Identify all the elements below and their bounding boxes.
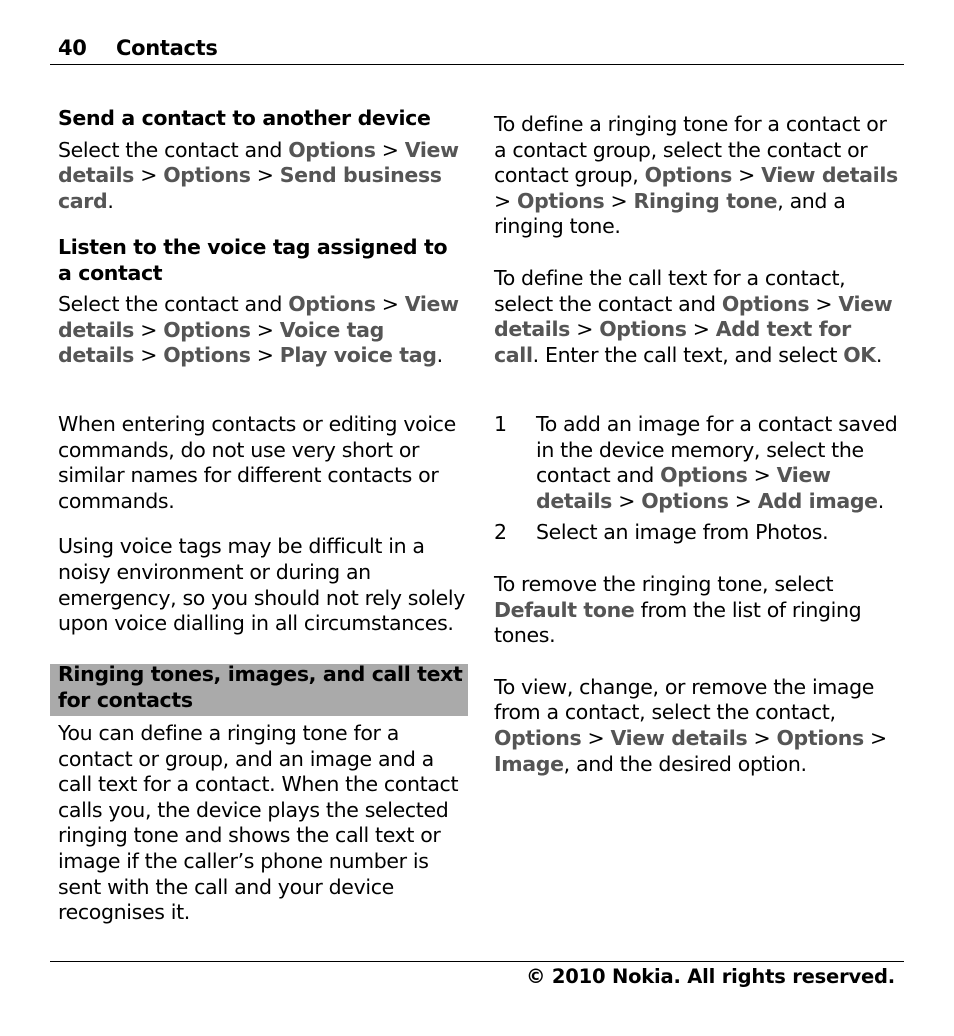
listen-voice-tag-body: Select the contact and Options > View details > Options > Voice tag details > Options > Play voice tag. [58, 292, 459, 368]
send-contact-body: Select the contact and Options > View details > Options > Send business card. [58, 137, 459, 213]
define-ringing-tone: To define a ringing tone for a contact or a contact group, select the contact or contact group, Options > View details > Options > Ringing tone, and a ringing tone. [494, 112, 898, 239]
section-title: Contacts [116, 36, 218, 60]
page-footer [50, 961, 904, 988]
left-column-listen [58, 235, 466, 369]
remove-ringing-tone: To remove the ringing tone, select Default tone from the list of ringing tones. [494, 571, 862, 648]
page-number: 40 [58, 36, 87, 60]
listen-voice-tag-heading: Listen to the voice tag assigned to a contact [58, 235, 448, 285]
list-item [494, 412, 902, 514]
page-header [50, 36, 904, 65]
copyright: © 2010 Nokia. All rights reserved. [526, 965, 895, 988]
step-text: To add an image for a contact saved in the device memory, select the contact and Options > View details > Options > Add image. [536, 412, 898, 513]
list-item [494, 520, 902, 546]
step-number: 1 [494, 412, 507, 436]
step-text: Select an image from Photos. [536, 520, 829, 545]
step-number: 2 [494, 520, 507, 545]
left-column [58, 106, 466, 214]
voice-tag-note: When entering contacts or editing voice commands, do not use very short or similar names for different contacts or commands. [58, 412, 456, 513]
ringing-tones-description: You can define a ringing tone for a contact or group, and an image and a call text for a contact. When the contact calls you, the device plays the selected ringing tone and shows the call text or image if the caller’s phone number is sent with the call and your device recognises it. [58, 721, 459, 925]
image-steps-list [494, 412, 902, 777]
view-image: To view, change, or remove the image from a contact, select the contact, Options > View details > Options > Image, and the desired option. [494, 674, 887, 776]
right-column [494, 112, 902, 368]
define-call-text: To define the call text for a contact, select the contact and Options > View details > Options > Add text for call. Enter the call text, and select OK. [494, 265, 893, 367]
voice-tag-warning: Using voice tags may be difficult in a noisy environment or during an emergency, so you should not rely solely upon voice dialling in all circumstances. [58, 534, 466, 636]
left-column-notes [58, 412, 466, 637]
send-contact-heading: Send a contact to another device [58, 106, 431, 130]
ringing-tones-heading: Ringing tones, images, and call text for contacts [58, 662, 463, 712]
ringing-tones-body [58, 721, 466, 926]
